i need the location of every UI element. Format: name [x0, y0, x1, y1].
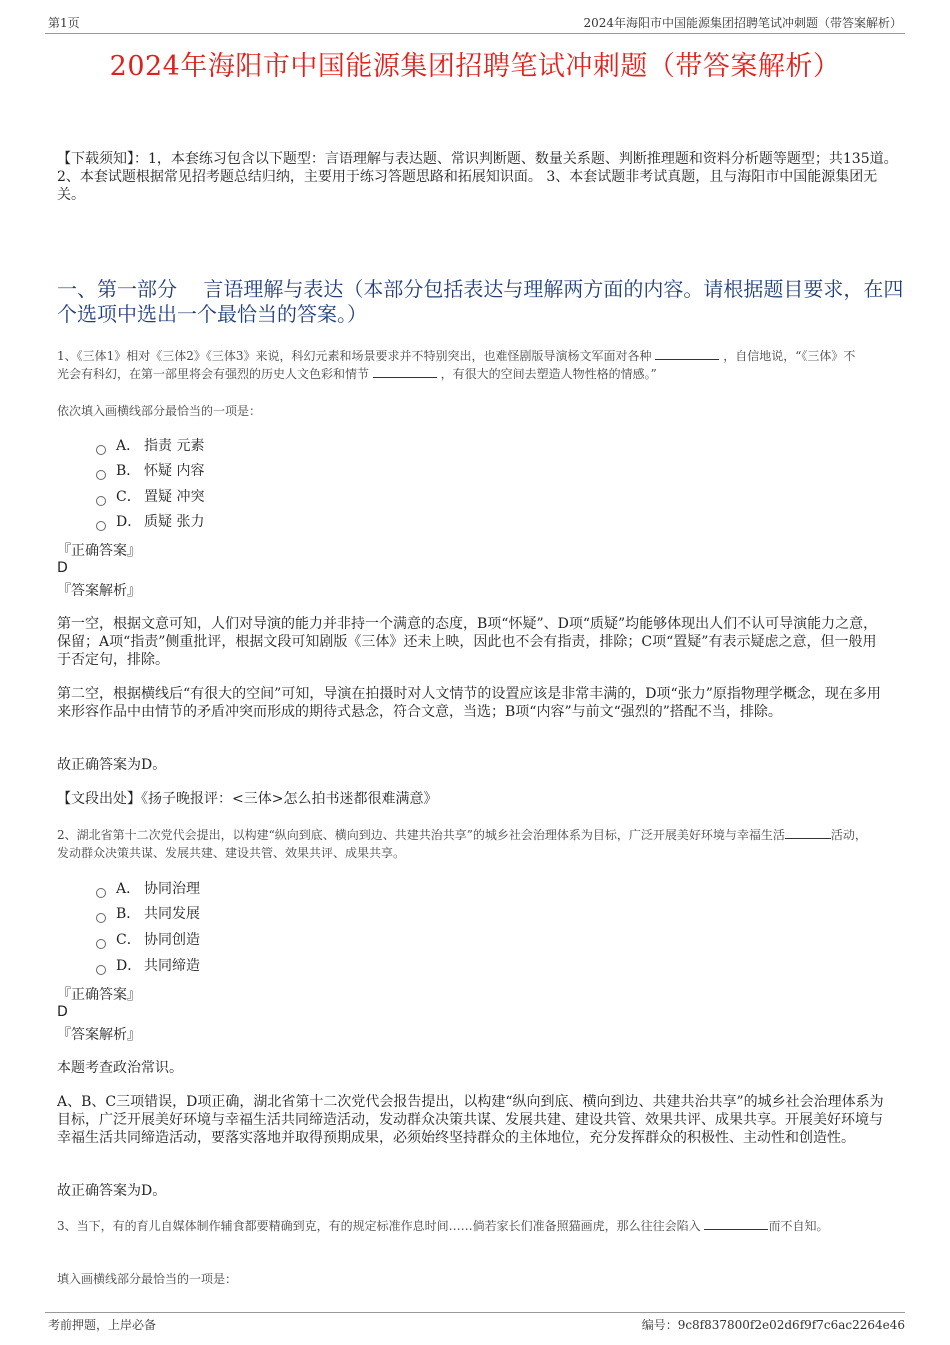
radio-icon[interactable]	[96, 470, 106, 480]
footer-divider	[45, 1312, 905, 1313]
header-divider	[45, 33, 905, 34]
q1-conclusion: 故正确答案为D。	[57, 757, 167, 773]
q1-answer-value: D	[57, 560, 68, 576]
radio-icon[interactable]	[96, 496, 106, 506]
q2-analysis-para-2: A、B、C三项错误，D项正确，湖北省第十二次党代会报告提出，以构建“纵向到底、横向到边、共建共治共享”的城乡社会治理体系为目标，广泛开展美好环境与幸福生活共同缔造活动，发动群众决策共谋、发展共建、建设共管、效果共评、成果共享。开展美好环境与幸福生活共同缔造活动，要落实落地并取得预期成果，必须始终坚持群众的主体地位，充分发挥群众的积极性、主动性和创造性。	[57, 1094, 884, 1146]
q1-blank-1	[655, 347, 719, 360]
q2-analysis-label: 『答案解析』	[57, 1027, 141, 1043]
page-title: 2024年海阳市中国能源集团招聘笔试冲刺题（带答案解析）	[109, 51, 841, 82]
question-1-stem	[57, 347, 867, 383]
question-2-stem	[57, 826, 867, 862]
radio-icon[interactable]	[96, 445, 106, 455]
q2-answer-value: D	[57, 1004, 68, 1020]
q1-option-b[interactable]: B． 怀疑 内容	[96, 461, 204, 481]
q3-stem-part2: 而不自知。	[768, 1219, 829, 1233]
question-1-instruction: 依次填入画横线部分最恰当的一项是：	[57, 404, 262, 418]
radio-icon[interactable]	[96, 521, 106, 531]
q2-option-b[interactable]: B． 共同发展	[96, 904, 200, 924]
q1-analysis-para-1: 第一空，根据文意可知，人们对导演的能力并非持一个满意的态度，B项“怀疑”、D项“质疑”均能够体现出人们不认可导演能力之意，保留；A项“指责”侧重批评，根据文段可知剧版《三体》还未上映，因此也不会有指责，排除；C项“置疑”有表示疑虑之意，但一般用于否定句，排除。	[57, 616, 878, 668]
footer-doc-id: 编号：9c8f837800f2e02d6f9f7c6ac2264e46	[641, 1318, 905, 1332]
question-3-instruction: 填入画横线部分最恰当的一项是：	[57, 1272, 238, 1286]
q2-analysis-para-1: 本题考查政治常识。	[57, 1060, 183, 1076]
radio-icon[interactable]	[96, 888, 106, 898]
q1-stem-part2: ，自信地说，“《三体》不光会有科幻，在第一部里将会有强烈的历史人文色彩和情节	[57, 349, 856, 381]
header-doc-title: 2024年海阳市中国能源集团招聘笔试冲刺题（带答案解析）	[583, 16, 902, 30]
q1-correct-answer-label: 『正确答案』	[57, 543, 141, 559]
q1-analysis-label: 『答案解析』	[57, 583, 141, 599]
radio-icon[interactable]	[96, 913, 106, 923]
q1-source: 【文段出处】《扬子晚报评：<三体>怎么拍书迷都很难满意》	[57, 791, 438, 807]
q1-stem-part1: 1、《三体1》相对《三体2》《三体3》来说，科幻元素和场景要求并不特别突出，也难怪剧版导演杨文军面对各种	[57, 349, 652, 363]
question-3-stem	[57, 1217, 867, 1235]
q2-conclusion: 故正确答案为D。	[57, 1183, 167, 1199]
q1-analysis-para-2: 第二空，根据横线后“有很大的空间”可知，导演在拍摄时对人文情节的设置应该是非常丰满的，D项“张力”原指物理学概念，现在多用来形容作品中由情节的矛盾冲突而形成的期待式悬念，符合文意，当选；B项“内容”与前文“强烈的”搭配不当，排除。	[57, 686, 881, 720]
section-heading: 一、第一部分 言语理解与表达（本部分包括表达与理解两方面的内容。请根据题目要求，在四个选项中选出一个最恰当的答案。）	[57, 277, 904, 326]
q2-option-d[interactable]: D． 共同缔造	[96, 956, 200, 976]
radio-icon[interactable]	[96, 939, 106, 949]
download-notice: 【下载须知】：1，本套练习包含以下题型：言语理解与表达题、常识判断题、数量关系题、判断推理题和资料分析题等题型；共135道。 2、本套试题根据常见招考题总结归纳，主要用于练习答题思路和拓展知识面。 3、本套试题非考试真题，且与海阳市中国能源集团无关。	[57, 151, 898, 203]
q3-stem-part1: 3、当下，有的育儿自媒体制作辅食都要精确到克，有的规定标准作息时间……倘若家长们准备照猫画虎，那么往往会陷入	[57, 1219, 701, 1233]
radio-icon[interactable]	[96, 965, 106, 975]
q2-stem-part1: 2、湖北省第十二次党代会提出，以构建“纵向到底、横向到边、共建共治共享”的城乡社会治理体系为目标，广泛开展美好环境与幸福生活	[57, 828, 785, 842]
q1-blank-2	[373, 365, 437, 378]
footer-slogan: 考前押题，上岸必备	[48, 1318, 157, 1332]
q1-option-d[interactable]: D． 质疑 张力	[96, 512, 204, 532]
q1-option-a[interactable]: A． 指责 元素	[96, 436, 204, 456]
q2-option-a[interactable]: A． 协同治理	[96, 879, 200, 899]
q1-stem-part3: ，有很大的空间去塑造人物性格的情感。”	[440, 367, 657, 381]
q2-blank	[785, 826, 831, 839]
q3-blank	[704, 1217, 768, 1230]
q2-correct-answer-label: 『正确答案』	[57, 987, 141, 1003]
q1-option-c[interactable]: C． 置疑 冲突	[96, 487, 204, 507]
page-number: 第1页	[48, 16, 80, 30]
q2-stem-part2: 活动，发动群众决策共谋、发展共建、建设共管、效果共评、成果共享。	[57, 828, 867, 860]
q2-option-c[interactable]: C． 协同创造	[96, 930, 200, 950]
